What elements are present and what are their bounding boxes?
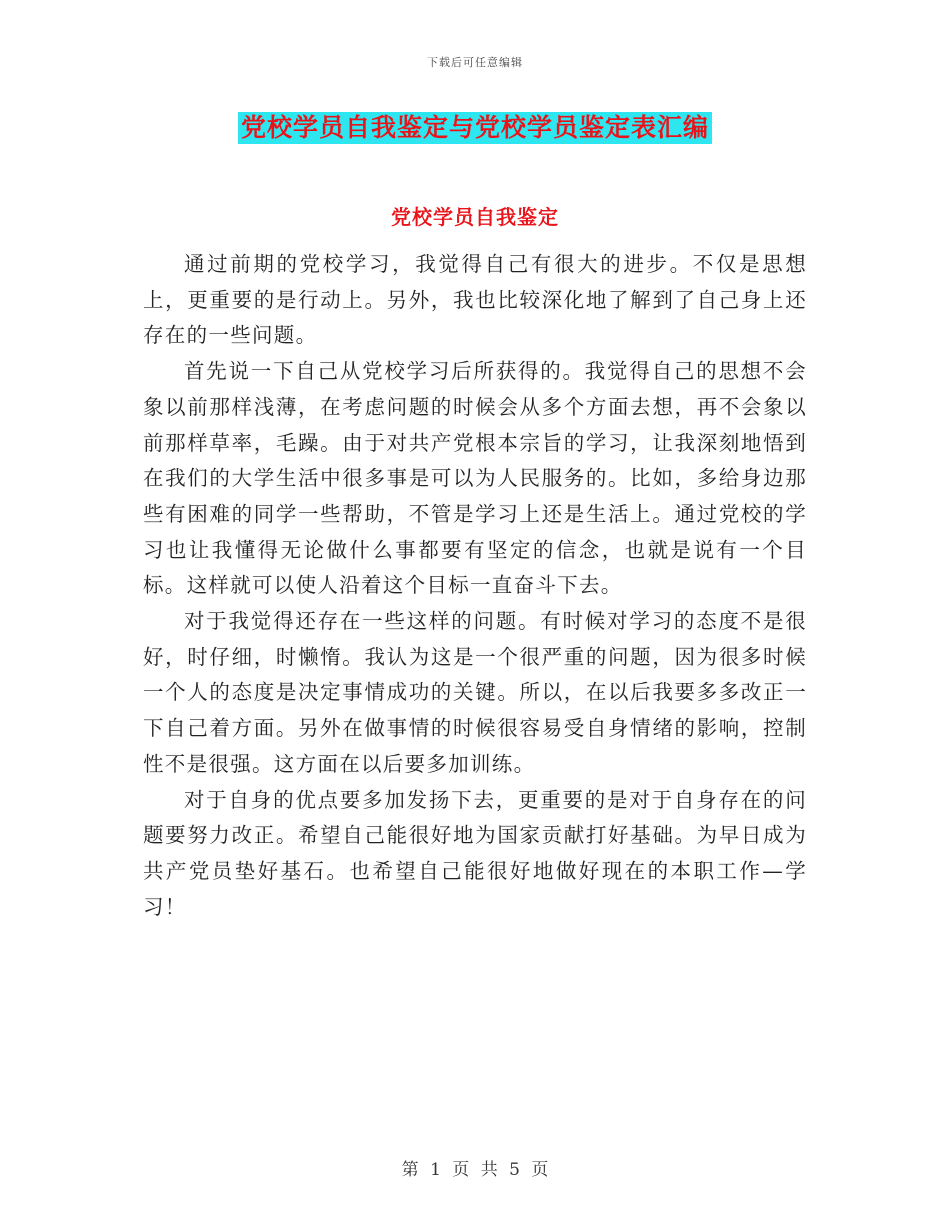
paragraph-2: 首先说一下自己从党校学习后所获得的。我觉得自己的思想不会象以前那样浅薄，在考虑问题的时候会从多个方面去想，再不会象以前那样草率，毛躁。由于对共产党根本宗旨的学习，让我深刻地悟到在我们的大学生活中很多事是可以为人民服务的。比如，多给身边那些有困难的同学一些帮助，不管是学习上还是生活上。通过党校的学习也让我懂得无论做什么事都要有坚定的信念，也就是说有一个目标。这样就可以使人沿着这个目标一直奋斗下去。 (143, 359, 807, 598)
header-note: 下载后可任意编辑 (427, 56, 523, 69)
document-title: 党校学员自我鉴定与党校学员鉴定表汇编 (238, 112, 712, 144)
paragraph-1: 通过前期的党校学习，我觉得自己有很大的进步。不仅是思想上，更重要的是行动上。另外，我也比较深化地了解到了自己身上还存在的一些问题。 (143, 252, 807, 348)
document-title-container (0, 112, 950, 144)
paragraph-4: 对于自身的优点要多加发扬下去，更重要的是对于自身存在的问题要努力改正。希望自己能很好地为国家贡献打好基础。为早日成为共产党员垫好基石。也希望自己能很好地做好现在的本职工作—学习！ (143, 787, 807, 919)
paragraph-3: 对于我觉得还存在一些这样的问题。有时候对学习的态度不是很好，时仔细，时懒惰。我认为这是一个很严重的问题，因为很多时候一个人的态度是决定事情成功的关键。所以，在以后我要多多改正一下自己着方面。另外在做事情的时候很容易受自身情绪的影响，控制性不是很强。这方面在以后要多加训练。 (143, 609, 807, 776)
section-title: 党校学员自我鉴定 (391, 205, 559, 229)
document-body (143, 247, 807, 925)
page-number: 第 1 页 共 5 页 (401, 1160, 549, 1180)
